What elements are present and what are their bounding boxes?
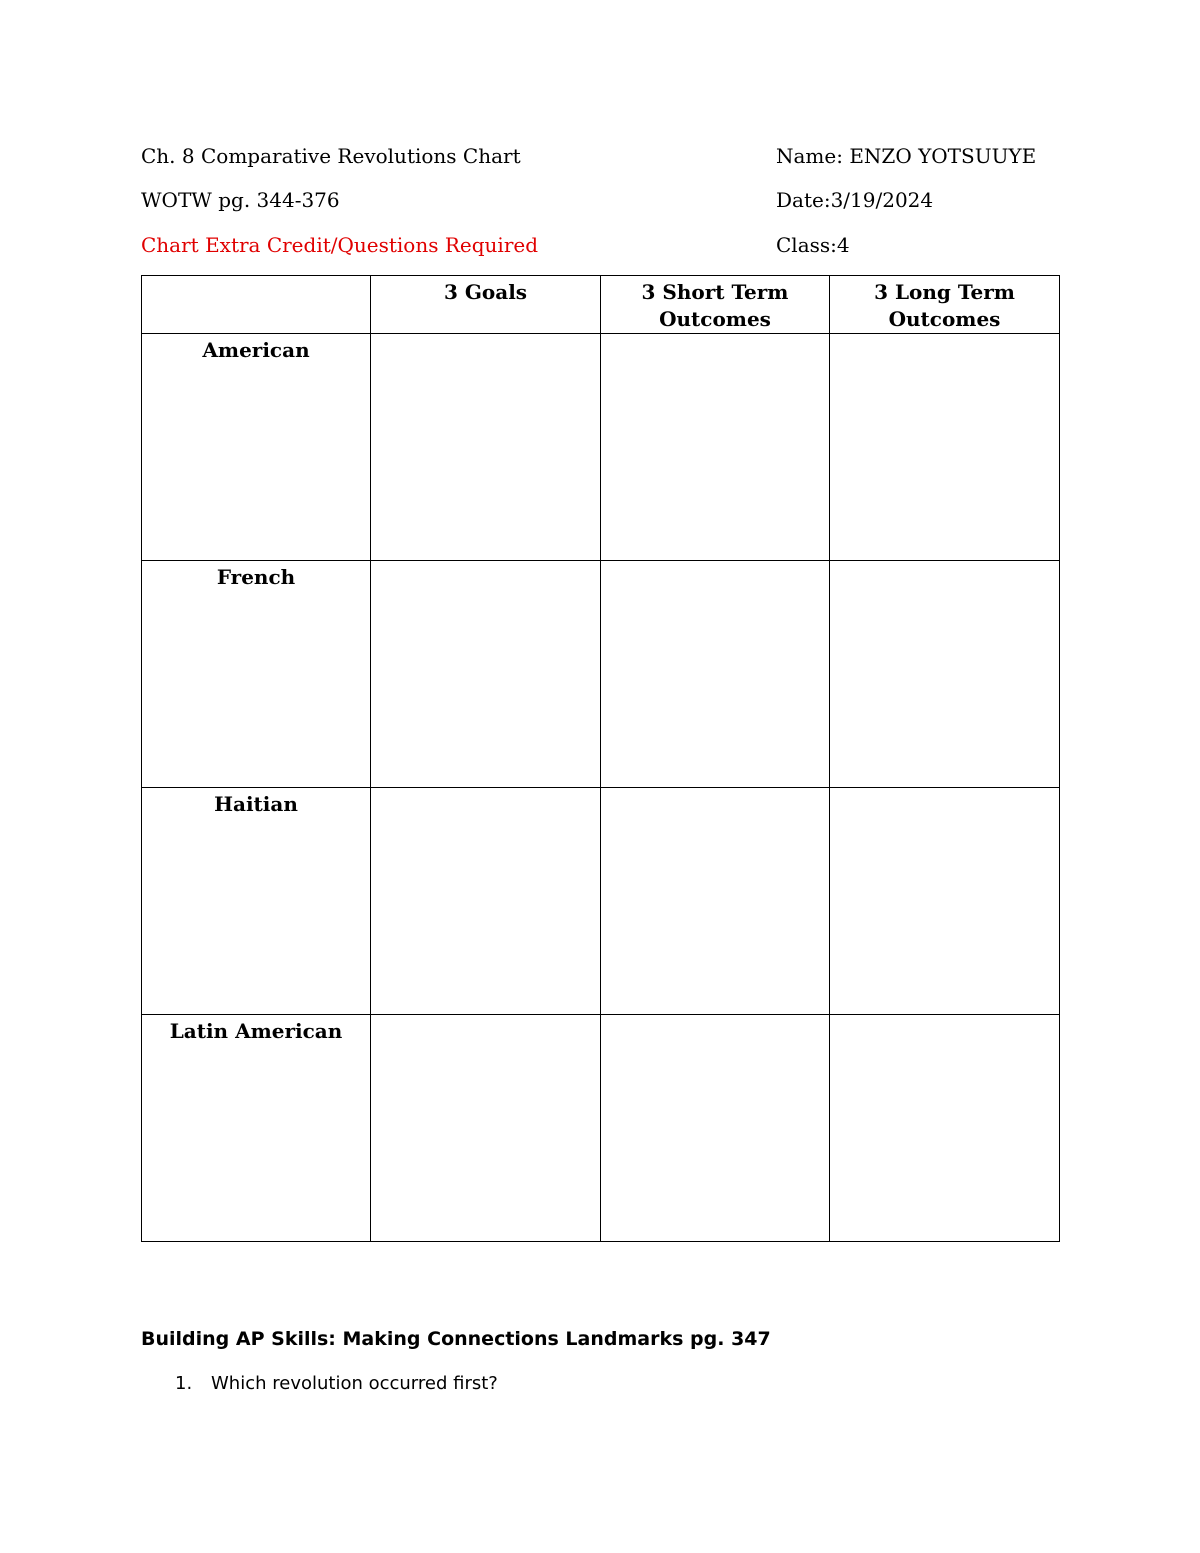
- table-cell[interactable]: [830, 788, 1060, 1015]
- corner-cell: [142, 276, 371, 334]
- table-cell[interactable]: [371, 1015, 601, 1242]
- table-cell[interactable]: [371, 334, 601, 561]
- table-row: [142, 334, 1060, 561]
- list-item: [175, 1372, 498, 1396]
- date-field: Date:3/19/2024: [776, 188, 934, 212]
- row-header-french: French: [142, 561, 371, 788]
- row-header-haitian: Haitian: [142, 788, 371, 1015]
- question-number: 1.: [175, 1373, 193, 1394]
- table-row: [142, 788, 1060, 1015]
- header-row: [142, 276, 1060, 334]
- table-cell[interactable]: [601, 1015, 830, 1242]
- question-list: [175, 1372, 498, 1396]
- page-reference: WOTW pg. 344-376: [141, 188, 340, 212]
- table-row: [142, 1015, 1060, 1242]
- extra-credit-notice: Chart Extra Credit/Questions Required: [141, 233, 539, 257]
- question-text: Which revolution occurred first?: [211, 1373, 498, 1394]
- table-cell[interactable]: [830, 334, 1060, 561]
- row-header-latin-american: Latin American: [142, 1015, 371, 1242]
- table-cell[interactable]: [601, 561, 830, 788]
- table-cell[interactable]: [371, 561, 601, 788]
- table-cell[interactable]: [371, 788, 601, 1015]
- row-header-american: American: [142, 334, 371, 561]
- table-cell[interactable]: [830, 561, 1060, 788]
- revolutions-chart: [141, 275, 1060, 1242]
- title: Ch. 8 Comparative Revolutions Chart: [141, 144, 521, 168]
- ap-skills-heading: Building AP Skills: Making Connections Landmarks pg. 347: [141, 1328, 771, 1350]
- table-cell[interactable]: [830, 1015, 1060, 1242]
- table-row: [142, 561, 1060, 788]
- column-header-long-term: 3 Long Term Outcomes: [830, 276, 1060, 334]
- table-cell[interactable]: [601, 788, 830, 1015]
- name-field: Name: ENZO YOTSUUYE: [776, 144, 1037, 168]
- class-field: Class:4: [776, 233, 850, 257]
- table-cell[interactable]: [601, 334, 830, 561]
- column-header-short-term: 3 Short Term Outcomes: [601, 276, 830, 334]
- column-header-goals: 3 Goals: [371, 276, 601, 334]
